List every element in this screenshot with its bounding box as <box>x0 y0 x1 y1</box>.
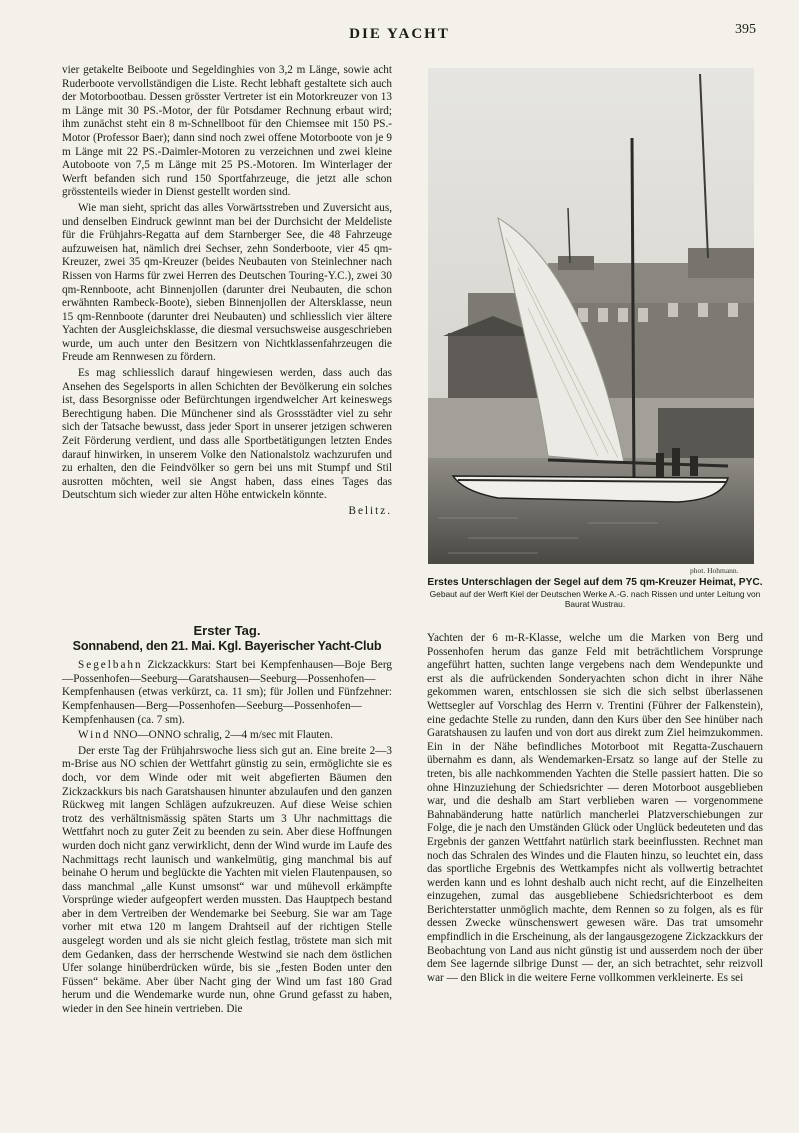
caption-sub: Gebaut auf der Werft Kiel der Deutschen Werke A.-G. nach Rissen und unter Leitung von Baurat Wustrau. <box>429 589 761 609</box>
race-day-subtitle: Sonnabend, den 21. Mai. Kgl. Bayerischer Yacht-Club <box>72 638 382 653</box>
paragraph: vier getakelte Beiboote und Segeldinghies von 3,2 m Länge, sowie acht Ruderboote vervollständigen die Liste. Recht lebhaft gestaltete sich auch der Motorbootbau. Dessen grösster Vertreter ist ein Motorkreuzer von 13 m Länge mit 30 PS.-Motor, der für Potsdamer Rechnung erbaut wird; ihm zunächst steht ein 8 m-Schnellboot für den Chiemsee mit 150 PS.-Motor (Professor Baer); dann sind noch zwei offene Motorboote von je 9 m Länge mit 22 PS.-Daimler-Motoren zu verzeichnen und zwei kleine Autoboote von 7,5 m Länge mit 25 PS.-Motoren. Im Winterlager der Werft befanden sich rund 150 Sportfahrzeuge, die jetzt alle schon grösstenteils wieder in Dienst gestellt worden sind. <box>62 64 392 199</box>
wind-paragraph <box>62 729 392 743</box>
author-signature: Belitz. <box>348 505 392 517</box>
wind-label: Wind <box>78 729 111 742</box>
paragraph: Yachten der 6 m-R-Klasse, welche um die Marken von Berg und Possenhofen herum das ganze Feld mit beträchtlichem Vorsprunge angeführt hatten, suchten lange vergebens nach dem Wendepunkte und erst als die aufrückenden Sonderyachten schon dicht in ihrer Nähe gekommen waren, entschlossen sie sich die sich selbst überlassenen Wettsegler auf Vorschlag des Herrn v. Trentini (Führer der Falkenstein), eine gedachte Stelle zu runden, dann den Kurs über den See hinüber nach Garatshausen zu laufen und von dort aus direkt zum Ziel heimzukommen. Ein in der Nähe befindliches Motorboot mit Regatta-Zuschauern übernahm es dann, als Wendemarken-Ersatz so lange auf der Stelle zu treten, bis alle nachkommenden Yachten die Stelle passiert hatten. Die so ohne Hinzuziehung der Schiedsrichter — deren Motorboot ausgeblieben war, und die deshalb am Start verblieben waren — vorgenommene Bahnabänderung hatte natürlich mancherlei Platzverschiebungen zur Folge, die je nach den Umständen Glück oder Unglück bedeuteten und das Ergebnis der ganzen Wettfahrt natürlich stark beeinflussten. Rechnet man noch das Schralen des Windes und die Flauten hinzu, so leuchtet ein, dass das sportliche Ergebnis des Wettkampfes nicht als vollwertig betrachtet werden kann und es lohnt deshalb auch nicht recht, auf die Einzelheiten einzugehen, zumal das ausgebliebene Schiedsrichterboot es dem Berichterstatter unmöglich machte, dem Rennen so zu folgen, als es für dessen Zwecke wünschenswert gewesen wäre. Das trat umsomehr empfindlich in die Erscheinung, als der langausgezogene Zickzackkurs der Beobachtung von Land aus nicht günstig ist und ausserdem noch der über dem See lagernde silbrige Dunst — der, an sich betrachtet, sehr reizvoll war — den Blick in die weitere Ferne vollkommen verkleinerte. Es sei <box>427 632 763 984</box>
photo-credit: phot. Hohmann. <box>690 566 739 575</box>
course-label: Segelbahn <box>78 659 143 672</box>
page-number: 395 <box>735 22 756 37</box>
yacht-photo <box>428 68 754 564</box>
race-report-left <box>62 624 392 1019</box>
running-head: DIE YACHT <box>349 26 450 42</box>
day-title: Erster Tag. <box>193 623 261 638</box>
course-paragraph <box>62 659 392 727</box>
caption-main: Erstes Unterschlagen der Segel auf dem 75 qm-Kreuzer Heimat, PYC. <box>427 577 763 588</box>
course-text: Zickzackkurs: Start bei Kempfenhausen—Boje Berg—Possenhofen—Seeburg—Garatshausen—Seeburg—Possenhofen—Kempfenhausen (etwas verkürzt, ca. 11 sm); für Jollen und Fünfzehner: Kempfenhausen—Berg—Possenhofen—Seeburg—Possenhofen—Kempfenhausen (ca. 7 sm). <box>62 659 392 726</box>
figure-caption <box>420 577 770 609</box>
paragraph: Der erste Tag der Frühjahrswoche liess sich gut an. Eine breite 2—3 m-Brise aus NO schien der Wettfahrt günstig zu sein, ermöglichte sie es doch, vor dem Winde oder mit weit abgefierten Bäumen den Zickzackkurs bis nach Garatshausen hinunter abzulaufen und den ganzen Rückweg mit langen Schlägen aufzukreuzen. Auf diese Weise schien trotz des verhältnismässig späten Starts um 3 Uhr nachmittags die Wettfahrt noch zu guter Zeit zu beenden zu sein. Aber diese Hoffnungen wurden doch nicht ganz verwirklicht, denn der Wind wurde im Laufe des Nachmittags recht launisch und wankelmütig, ging manchmal bis auf beinahe O herum und beglückte die Yachten mit vielen Flautenpausen, so dass manchmal „alle Kunst umsonst“ war und mühevoll erkämpfte Vorsprünge wieder aufgeopfert werden mussten. Das Hauptpech bestand aber in dem Vertreiben der Wendemarke bei Seeburg. Sie war am Tage vorher mit etwa 120 m langem Drahtseil auf der richtigen Stelle ausgelegt worden und als sie nicht gleich festlag, tröstete man sich mit dem Gedanken, dass der herrschende Westwind sie nach dem östlichen Ufer solange hinüberdrücken würde, bis sie „festen Boden unter den Füssen“ bekäme. Aber über Nacht ging der Wind um fast 180 Grad herum und die Wendemarke wurde nun, ohne Grund gefasst zu haben, wieder in den See hinein vertrieben. Die <box>62 744 392 1016</box>
race-report-right <box>427 632 763 987</box>
paragraph: Es mag schliesslich darauf hingewiesen werden, dass auch das Ansehen des Segelsports in allen Schichten der Bevölkerung ein solches ist, dass Besorgnisse oder Befürchtungen irgendwelcher Art keineswegs Berechtigung haben. Die Münchener sind als Grossstädter viel zu sehr sich der Tatsache bewusst, dass jeder Sport in unserer jetzigen schweren Zeit Förderung verdient, und dass alle Sportbetätigungen letzten Endes darauf hinwirken, in unserem Volke den Nationalstolz wachzurufen und zu erhalten, den die Feindvölker so gern bei uns mit Stumpf und Stil ausrotten möchten, weil sie Angst haben, dass eines Tages das Deutschtum sich wieder zur alten Höhe entwickeln könnte. <box>62 367 392 502</box>
article-continuation <box>62 64 392 519</box>
wind-text: NNO—ONNO schralig, 2—4 m/sec mit Flauten. <box>110 729 333 742</box>
paragraph: Wie man sieht, spricht das alles Vorwärtsstreben und Zuversicht aus, und denselben Eindruck gewinnt man bei der Durchsicht der Meldeliste für die Frühjahrs-Regatta auf dem Starnberger See, die 48 Fahrzeuge aufzuweisen hat, nämlich drei Sechser, zehn Sonderboote, vier 45 qm-Kreuzer, zwei 35 qm-Kreuzer (beides Neubauten von Steinlechner nach Rissen von Harms für zwei Herren des Deutschen Touring-Y.C.), zwei 30 qm-Rennboote, acht Binnenjollen (darunter drei Neubauten, die schon erwähnten Rambeck-Boote), sieben Binnenjollen der Altersklasse, neun 15 qm-Rennboote (darunter drei Neubauten) und schliesslich vier ältere Yachten der Ausgleichsklasse, die diesmal versuchsweise ausgeschrieben wurde, um auch unter den Besitzern von Nichtklassenfahrzeugen die Freude am Rennwesen zu fördern. <box>62 201 392 364</box>
